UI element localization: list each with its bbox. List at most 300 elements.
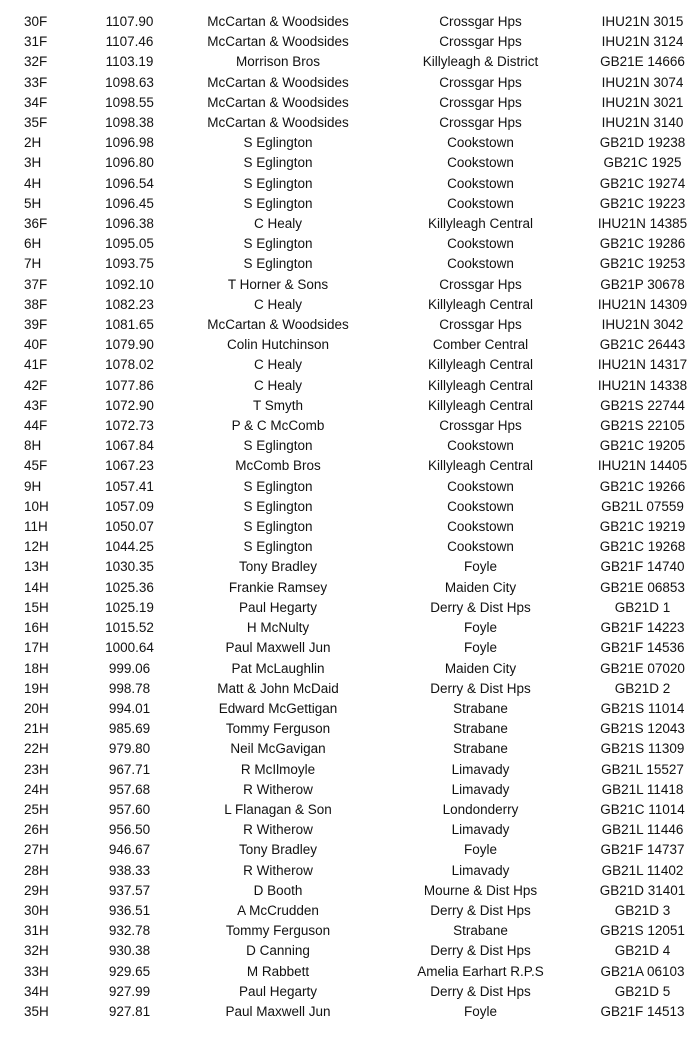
velocity-cell: 1096.54 <box>105 175 154 191</box>
velocity-cell: 957.60 <box>108 801 151 817</box>
ring-number-cell: GB21F 14740 <box>600 559 685 575</box>
velocity-cell: 979.80 <box>108 741 151 757</box>
ring-number-cell: GB21S 12043 <box>600 721 685 737</box>
table-row <box>0 820 691 840</box>
position-cell: 2H <box>24 135 42 151</box>
club-cell: Killyleagh Central <box>427 357 534 373</box>
velocity-cell: 1025.36 <box>105 579 154 595</box>
club-cell: Cookstown <box>447 478 514 494</box>
table-row <box>0 780 691 800</box>
ring-number-cell: GB21C 19274 <box>599 175 686 191</box>
table-row <box>0 982 691 1002</box>
velocity-cell: 930.38 <box>108 943 151 959</box>
velocity-cell: 1095.05 <box>105 236 154 252</box>
table-row <box>0 52 691 72</box>
fancier-name-cell: McComb Bros <box>235 458 321 474</box>
position-cell: 39F <box>24 317 48 333</box>
club-cell: Mourne & Dist Hps <box>423 882 538 898</box>
position-cell: 34H <box>24 983 49 999</box>
fancier-name-cell: C Healy <box>253 377 302 393</box>
fancier-name-cell: S Eglington <box>243 236 313 252</box>
position-cell: 26H <box>24 822 49 838</box>
position-cell: 36F <box>24 216 48 232</box>
velocity-cell: 1103.19 <box>105 54 154 70</box>
club-cell: Cookstown <box>447 236 514 252</box>
table-row <box>0 133 691 153</box>
club-cell: Strabane <box>453 721 508 737</box>
club-cell: Killyleagh Central <box>427 296 534 312</box>
ring-number-cell: GB21F 14737 <box>600 842 685 858</box>
velocity-cell: 1072.73 <box>105 418 154 434</box>
fancier-name-cell: D Canning <box>246 943 310 959</box>
position-cell: 3H <box>24 155 42 171</box>
ring-number-cell: GB21C 19223 <box>599 195 686 211</box>
table-row <box>0 1002 691 1022</box>
fancier-name-cell: Tommy Ferguson <box>225 721 331 737</box>
position-cell: 29H <box>24 882 49 898</box>
ring-number-cell: GB21S 22744 <box>600 397 685 413</box>
table-row <box>0 679 691 699</box>
table-row <box>0 800 691 820</box>
table-row <box>0 699 691 719</box>
position-cell: 9H <box>24 478 42 494</box>
club-cell: Derry & Dist Hps <box>430 983 531 999</box>
club-cell: Killyleagh Central <box>427 216 534 232</box>
ring-number-cell: GB21E 06853 <box>600 579 685 595</box>
ring-number-cell: GB21D 2 <box>614 680 671 696</box>
fancier-name-cell: C Healy <box>253 296 302 312</box>
fancier-name-cell: S Eglington <box>243 539 313 555</box>
position-cell: 6H <box>24 236 42 252</box>
table-row <box>0 921 691 941</box>
ring-number-cell: GB21E 07020 <box>600 660 685 676</box>
club-cell: Strabane <box>453 923 508 939</box>
table-row <box>0 416 691 436</box>
fancier-name-cell: Frankie Ramsey <box>228 579 328 595</box>
club-cell: Amelia Earhart R.P.S <box>417 963 544 979</box>
position-cell: 34F <box>24 94 48 110</box>
fancier-name-cell: A McCrudden <box>237 902 319 918</box>
club-cell: Killyleagh & District <box>422 54 539 70</box>
club-cell: Derry & Dist Hps <box>430 680 531 696</box>
fancier-name-cell: Neil McGavigan <box>230 741 326 757</box>
velocity-cell: 1107.46 <box>105 34 154 50</box>
club-cell: Cookstown <box>447 438 514 454</box>
velocity-cell: 956.50 <box>108 822 151 838</box>
velocity-cell: 1050.07 <box>105 519 154 535</box>
results-table <box>0 12 691 1022</box>
position-cell: 40F <box>24 337 48 353</box>
ring-number-cell: GB21C 19286 <box>599 236 686 252</box>
ring-number-cell: GB21S 11309 <box>600 741 685 757</box>
table-row <box>0 194 691 214</box>
fancier-name-cell: C Healy <box>253 357 302 373</box>
position-cell: 37F <box>24 276 48 292</box>
position-cell: 45F <box>24 458 48 474</box>
fancier-name-cell: R McIlmoyle <box>240 761 316 777</box>
club-cell: Crossgar Hps <box>439 14 522 29</box>
velocity-cell: 1025.19 <box>105 599 154 615</box>
fancier-name-cell: McCartan & Woodsides <box>207 14 349 29</box>
velocity-cell: 967.71 <box>108 761 151 777</box>
table-row <box>0 396 691 416</box>
table-row <box>0 881 691 901</box>
club-cell: Limavady <box>451 862 510 878</box>
velocity-cell: 936.51 <box>108 902 151 918</box>
table-row <box>0 254 691 274</box>
position-cell: 30F <box>24 14 48 29</box>
table-row <box>0 719 691 739</box>
ring-number-cell: IHU21N 14317 <box>597 357 688 373</box>
club-cell: Killyleagh Central <box>427 458 534 474</box>
ring-number-cell: GB21D 3 <box>614 902 671 918</box>
club-cell: Maiden City <box>444 579 517 595</box>
club-cell: Derry & Dist Hps <box>430 902 531 918</box>
position-cell: 31H <box>24 923 49 939</box>
results-body <box>0 12 691 1022</box>
table-row <box>0 840 691 860</box>
ring-number-cell: GB21D 5 <box>614 983 671 999</box>
club-cell: Crossgar Hps <box>439 34 522 50</box>
club-cell: Foyle <box>463 620 497 636</box>
club-cell: Limavady <box>451 822 510 838</box>
ring-number-cell: GB21D 1 <box>614 599 671 615</box>
fancier-name-cell: McCartan & Woodsides <box>207 115 349 131</box>
velocity-cell: 932.78 <box>108 923 151 939</box>
ring-number-cell: GB21L 15527 <box>601 761 684 777</box>
fancier-name-cell: L Flanagan & Son <box>224 801 332 817</box>
table-row <box>0 153 691 173</box>
velocity-cell: 1107.90 <box>105 14 154 29</box>
fancier-name-cell: Paul Hegarty <box>238 983 318 999</box>
table-row <box>0 355 691 375</box>
table-row <box>0 941 691 961</box>
ring-number-cell: GB21P 30678 <box>600 276 685 292</box>
position-cell: 33F <box>24 74 48 90</box>
club-cell: Crossgar Hps <box>439 94 522 110</box>
club-cell: Comber Central <box>432 337 529 353</box>
table-row <box>0 638 691 658</box>
fancier-name-cell: Edward McGettigan <box>218 700 338 716</box>
ring-number-cell: GB21A 06103 <box>600 963 685 979</box>
club-cell: Derry & Dist Hps <box>430 943 531 959</box>
position-cell: 13H <box>24 559 49 575</box>
velocity-cell: 1098.38 <box>105 115 154 131</box>
ring-number-cell: GB21S 11014 <box>600 700 685 716</box>
velocity-cell: 1072.90 <box>105 397 154 413</box>
position-cell: 33H <box>24 963 49 979</box>
velocity-cell: 1000.64 <box>105 640 154 656</box>
position-cell: 42F <box>24 377 48 393</box>
fancier-name-cell: S Eglington <box>243 478 313 494</box>
table-row <box>0 477 691 497</box>
club-cell: Cookstown <box>447 155 514 171</box>
club-cell: Killyleagh Central <box>427 397 534 413</box>
position-cell: 14H <box>24 579 49 595</box>
velocity-cell: 946.67 <box>108 842 151 858</box>
ring-number-cell: GB21F 14536 <box>600 640 685 656</box>
velocity-cell: 1092.10 <box>105 276 154 292</box>
position-cell: 41F <box>24 357 48 373</box>
position-cell: 27H <box>24 842 49 858</box>
club-cell: Cookstown <box>447 256 514 272</box>
position-cell: 16H <box>24 620 49 636</box>
table-row <box>0 517 691 537</box>
ring-number-cell: GB21D 19238 <box>599 135 686 151</box>
velocity-cell: 1057.09 <box>105 498 154 514</box>
velocity-cell: 994.01 <box>108 700 151 716</box>
club-cell: Crossgar Hps <box>439 74 522 90</box>
position-cell: 7H <box>24 256 42 272</box>
fancier-name-cell: Tony Bradley <box>238 842 318 858</box>
club-cell: Crossgar Hps <box>439 276 522 292</box>
table-row <box>0 659 691 679</box>
club-cell: Londonderry <box>442 801 519 817</box>
table-row <box>0 436 691 456</box>
club-cell: Foyle <box>463 842 497 858</box>
fancier-name-cell: M Rabbett <box>246 963 310 979</box>
table-row <box>0 32 691 52</box>
fancier-name-cell: Morrison Bros <box>235 54 321 70</box>
velocity-cell: 1098.55 <box>105 94 154 110</box>
ring-number-cell: GB21D 4 <box>614 943 671 959</box>
ring-number-cell: GB21C 26443 <box>599 337 686 353</box>
ring-number-cell: IHU21N 3042 <box>601 317 684 333</box>
table-row <box>0 295 691 315</box>
velocity-cell: 1044.25 <box>105 539 154 555</box>
ring-number-cell: IHU21N 3140 <box>601 115 684 131</box>
fancier-name-cell: S Eglington <box>243 519 313 535</box>
club-cell: Crossgar Hps <box>439 418 522 434</box>
table-row <box>0 497 691 517</box>
position-cell: 8H <box>24 438 42 454</box>
fancier-name-cell: T Horner & Sons <box>227 276 329 292</box>
fancier-name-cell: H McNulty <box>246 620 310 636</box>
position-cell: 25H <box>24 801 49 817</box>
ring-number-cell: IHU21N 3015 <box>601 14 684 29</box>
velocity-cell: 938.33 <box>108 862 151 878</box>
fancier-name-cell: S Eglington <box>243 498 313 514</box>
fancier-name-cell: S Eglington <box>243 438 313 454</box>
position-cell: 35H <box>24 1003 49 1019</box>
position-cell: 15H <box>24 599 49 615</box>
ring-number-cell: GB21C 19219 <box>599 519 686 535</box>
table-row <box>0 376 691 396</box>
fancier-name-cell: R Witherow <box>243 822 313 838</box>
fancier-name-cell: R Witherow <box>243 862 313 878</box>
position-cell: 20H <box>24 700 49 716</box>
ring-number-cell: GB21S 12051 <box>600 923 685 939</box>
ring-number-cell: GB21S 22105 <box>600 418 685 434</box>
fancier-name-cell: S Eglington <box>243 195 313 211</box>
table-row <box>0 234 691 254</box>
velocity-cell: 1082.23 <box>105 296 154 312</box>
position-cell: 18H <box>24 660 49 676</box>
ring-number-cell: GB21E 14666 <box>600 54 685 70</box>
club-cell: Derry & Dist Hps <box>430 599 531 615</box>
ring-number-cell: GB21L 11402 <box>601 862 684 878</box>
ring-number-cell: GB21L 11446 <box>601 822 684 838</box>
velocity-cell: 929.65 <box>108 963 151 979</box>
fancier-name-cell: Pat McLaughlin <box>231 660 325 676</box>
position-cell: 19H <box>24 680 49 696</box>
position-cell: 23H <box>24 761 49 777</box>
table-row <box>0 174 691 194</box>
club-cell: Killyleagh Central <box>427 377 534 393</box>
fancier-name-cell: Paul Maxwell Jun <box>225 640 331 656</box>
velocity-cell: 1057.41 <box>105 478 154 494</box>
ring-number-cell: GB21C 19253 <box>599 256 686 272</box>
position-cell: 31F <box>24 34 48 50</box>
table-row <box>0 598 691 618</box>
position-cell: 32F <box>24 54 48 70</box>
position-cell: 4H <box>24 175 42 191</box>
velocity-cell: 937.57 <box>108 882 151 898</box>
ring-number-cell: IHU21N 14338 <box>597 377 688 393</box>
fancier-name-cell: Colin Hutchinson <box>226 337 330 353</box>
club-cell: Cookstown <box>447 195 514 211</box>
table-row <box>0 73 691 93</box>
ring-number-cell: GB21F 14513 <box>600 1003 685 1019</box>
fancier-name-cell: D Booth <box>253 882 303 898</box>
velocity-cell: 1078.02 <box>105 357 154 373</box>
club-cell: Strabane <box>453 700 508 716</box>
velocity-cell: 1079.90 <box>105 337 154 353</box>
position-cell: 35F <box>24 115 48 131</box>
velocity-cell: 1096.80 <box>105 155 154 171</box>
fancier-name-cell: C Healy <box>253 216 302 232</box>
ring-number-cell: GB21F 14223 <box>600 620 685 636</box>
velocity-cell: 957.68 <box>108 781 151 797</box>
club-cell: Limavady <box>451 781 510 797</box>
ring-number-cell: IHU21N 3124 <box>601 34 684 50</box>
ring-number-cell: GB21L 07559 <box>601 498 684 514</box>
club-cell: Cookstown <box>447 519 514 535</box>
fancier-name-cell: Paul Hegarty <box>238 599 318 615</box>
velocity-cell: 1067.23 <box>105 458 154 474</box>
velocity-cell: 1096.98 <box>105 135 154 151</box>
fancier-name-cell: P & C McComb <box>231 418 325 434</box>
club-cell: Cookstown <box>447 498 514 514</box>
position-cell: 22H <box>24 741 49 757</box>
fancier-name-cell: Paul Maxwell Jun <box>225 1003 331 1019</box>
position-cell: 12H <box>24 539 49 555</box>
fancier-name-cell: McCartan & Woodsides <box>207 34 349 50</box>
position-cell: 28H <box>24 862 49 878</box>
velocity-cell: 927.81 <box>108 1003 151 1019</box>
fancier-name-cell: S Eglington <box>243 256 313 272</box>
position-cell: 44F <box>24 418 48 434</box>
fancier-name-cell: R Witherow <box>243 781 313 797</box>
table-row <box>0 962 691 982</box>
velocity-cell: 1096.45 <box>105 195 154 211</box>
club-cell: Crossgar Hps <box>439 317 522 333</box>
table-row <box>0 537 691 557</box>
fancier-name-cell: S Eglington <box>243 135 313 151</box>
position-cell: 11H <box>24 519 48 535</box>
club-cell: Maiden City <box>444 660 517 676</box>
table-row <box>0 93 691 113</box>
position-cell: 38F <box>24 296 48 312</box>
table-row <box>0 861 691 881</box>
ring-number-cell: GB21D 31401 <box>599 882 686 898</box>
ring-number-cell: IHU21N 14309 <box>597 296 688 312</box>
velocity-cell: 1077.86 <box>105 377 154 393</box>
fancier-name-cell: T Smyth <box>252 397 303 413</box>
velocity-cell: 1081.65 <box>105 317 154 333</box>
table-row <box>0 739 691 759</box>
position-cell: 43F <box>24 397 48 413</box>
velocity-cell: 1098.63 <box>105 74 154 90</box>
fancier-name-cell: McCartan & Woodsides <box>207 74 349 90</box>
club-cell: Cookstown <box>447 175 514 191</box>
fancier-name-cell: Tommy Ferguson <box>225 923 331 939</box>
club-cell: Foyle <box>463 559 497 575</box>
table-row <box>0 275 691 295</box>
club-cell: Crossgar Hps <box>439 115 522 131</box>
table-row <box>0 214 691 234</box>
velocity-cell: 1030.35 <box>105 559 154 575</box>
ring-number-cell: IHU21N 14405 <box>597 458 688 474</box>
position-cell: 5H <box>24 195 42 211</box>
velocity-cell: 927.99 <box>108 983 151 999</box>
velocity-cell: 985.69 <box>108 721 151 737</box>
club-cell: Cookstown <box>447 539 514 555</box>
fancier-name-cell: Tony Bradley <box>238 559 318 575</box>
ring-number-cell: GB21C 1925 <box>603 155 682 171</box>
fancier-name-cell: S Eglington <box>243 175 313 191</box>
ring-number-cell: IHU21N 3021 <box>601 94 684 110</box>
ring-number-cell: GB21L 11418 <box>601 781 684 797</box>
position-cell: 10H <box>24 498 49 514</box>
club-cell: Limavady <box>451 761 510 777</box>
fancier-name-cell: McCartan & Woodsides <box>207 94 349 110</box>
club-cell: Foyle <box>463 640 497 656</box>
table-row <box>0 456 691 476</box>
fancier-name-cell: S Eglington <box>243 155 313 171</box>
club-cell: Foyle <box>463 1003 497 1019</box>
velocity-cell: 1067.84 <box>105 438 154 454</box>
table-row <box>0 12 691 32</box>
position-cell: 17H <box>24 640 49 656</box>
velocity-cell: 998.78 <box>108 680 151 696</box>
velocity-cell: 999.06 <box>108 660 151 676</box>
table-row <box>0 113 691 133</box>
club-cell: Strabane <box>453 741 508 757</box>
velocity-cell: 1096.38 <box>105 216 154 232</box>
fancier-name-cell: Matt & John McDaid <box>217 680 339 696</box>
table-row <box>0 335 691 355</box>
position-cell: 32H <box>24 943 49 959</box>
position-cell: 30H <box>24 902 49 918</box>
ring-number-cell: GB21C 19268 <box>599 539 686 555</box>
table-row <box>0 315 691 335</box>
table-row <box>0 618 691 638</box>
ring-number-cell: IHU21N 3074 <box>601 74 684 90</box>
velocity-cell: 1015.52 <box>105 620 154 636</box>
club-cell: Cookstown <box>447 135 514 151</box>
ring-number-cell: IHU21N 14385 <box>597 216 688 232</box>
fancier-name-cell: McCartan & Woodsides <box>207 317 349 333</box>
table-row <box>0 901 691 921</box>
velocity-cell: 1093.75 <box>105 256 154 272</box>
position-cell: 21H <box>24 721 49 737</box>
table-row <box>0 760 691 780</box>
table-row <box>0 578 691 598</box>
table-row <box>0 557 691 577</box>
ring-number-cell: GB21C 19205 <box>599 438 686 454</box>
ring-number-cell: GB21C 11014 <box>600 801 685 817</box>
